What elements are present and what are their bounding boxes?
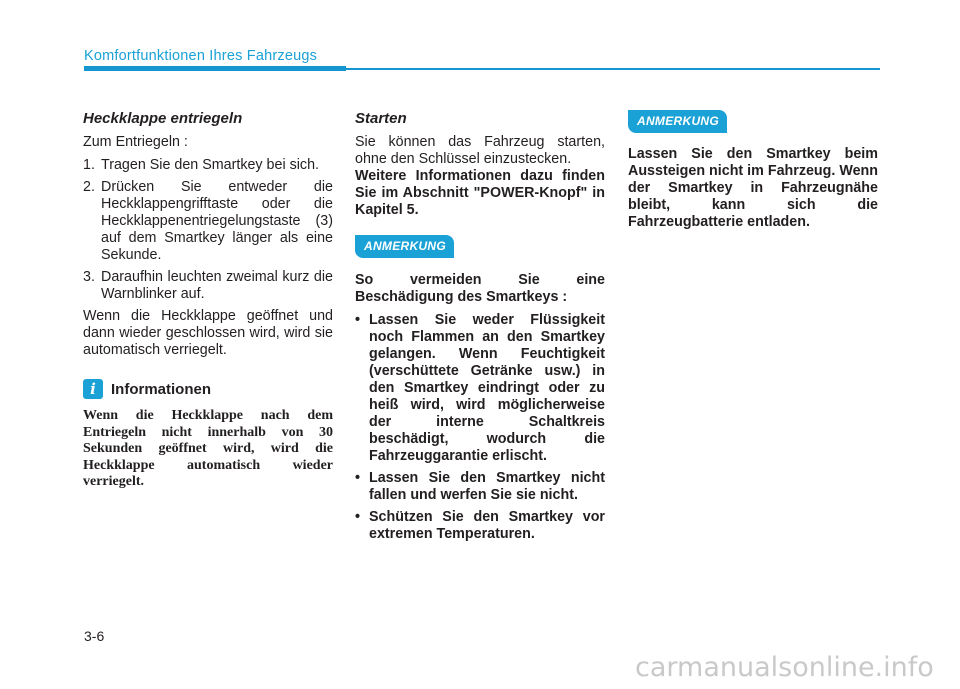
- watermark: carmanualsonline.info: [635, 652, 934, 683]
- note-badge-wrap: [628, 110, 878, 133]
- start-paragraph: Sie können das Fahrzeug starten, ohne den Schlüssel einzustecken.: [355, 134, 605, 167]
- step-text: Tragen Sie den Smartkey bei sich.: [101, 157, 319, 173]
- bullet-text: Lassen Sie weder Flüssigkeit noch Flammen an den Smartkey gelangen. Wenn Feuchtigkeit (verschüttete Getränke usw.) in den Smartkey eindringt oder zu heiß wird, wird möglicherweise der interne Schaltkreis beschädigt, wodurch die Fahrzeuggarantie erlischt.: [369, 312, 605, 464]
- info-icon: i: [83, 379, 103, 399]
- step-item: [83, 269, 333, 303]
- column-left: [83, 110, 333, 491]
- note-badge: ANMERKUNG: [628, 110, 727, 133]
- relock-paragraph: Wenn die Heckklappe geöffnet und dann wieder geschlossen wird, wird sie automatisch verriegelt.: [83, 308, 333, 358]
- bullet-dot: •: [355, 312, 361, 328]
- step-number: 3.: [83, 269, 95, 285]
- bullet-dot: •: [355, 470, 361, 486]
- note-bullet: [355, 312, 605, 465]
- step-number: 1.: [83, 157, 95, 173]
- section-heading-start: Starten: [355, 110, 407, 127]
- step-item: [83, 157, 333, 174]
- note-intro: So vermeiden Sie eine Beschädigung des Smartkeys :: [355, 272, 605, 305]
- note-badge: ANMERKUNG: [355, 235, 454, 258]
- step-item: [83, 179, 333, 264]
- bullet-text: Lassen Sie den Smartkey nicht fallen und werfen Sie sie nicht.: [369, 470, 605, 503]
- column-middle: [355, 110, 605, 548]
- info-title: Informationen: [111, 380, 211, 398]
- start-reference: Weitere Informationen dazu finden Sie im Abschnitt "POWER-Knopf" in Kapitel 5.: [355, 168, 605, 218]
- info-text: Wenn die Heckklappe nach dem Entriegeln nicht innerhalb von 30 Sekunden geöffnet wird, wird die Heckklappe automatisch wieder verriegelt.: [83, 408, 333, 490]
- unlock-intro: Zum Entriegeln :: [83, 134, 188, 150]
- section-header-title: Komfortfunktionen Ihres Fahrzeugs: [84, 48, 318, 64]
- step-text: Drücken Sie entweder die Heckklappengrifftaste oder die Heckklappenentriegelungstaste (3) auf dem Smartkey länger als eine Sekunde.: [101, 179, 333, 263]
- step-text: Daraufhin leuchten zweimal kurz die Warnblinker auf.: [101, 269, 333, 302]
- info-heading: [83, 379, 333, 399]
- note-bullet: [355, 470, 605, 504]
- step-number: 2.: [83, 179, 95, 195]
- note-text: Lassen Sie den Smartkey beim Aussteigen nicht im Fahrzeug. Wenn der Smartkey in Fahrzeugnähe bleibt, kann sich die Fahrzeugbatterie entladen.: [628, 146, 878, 230]
- header-rule-thin: [346, 68, 880, 70]
- note-badge-wrap: [355, 235, 605, 258]
- header-rule-thick: [84, 66, 346, 71]
- note-bullet: [355, 509, 605, 543]
- page-number: 3-6: [84, 628, 105, 644]
- section-heading-tailgate: Heckklappe entriegeln: [83, 110, 243, 127]
- bullet-dot: •: [355, 509, 361, 525]
- column-right: [628, 110, 878, 237]
- bullet-text: Schützen Sie den Smartkey vor extremen Temperaturen.: [369, 509, 605, 542]
